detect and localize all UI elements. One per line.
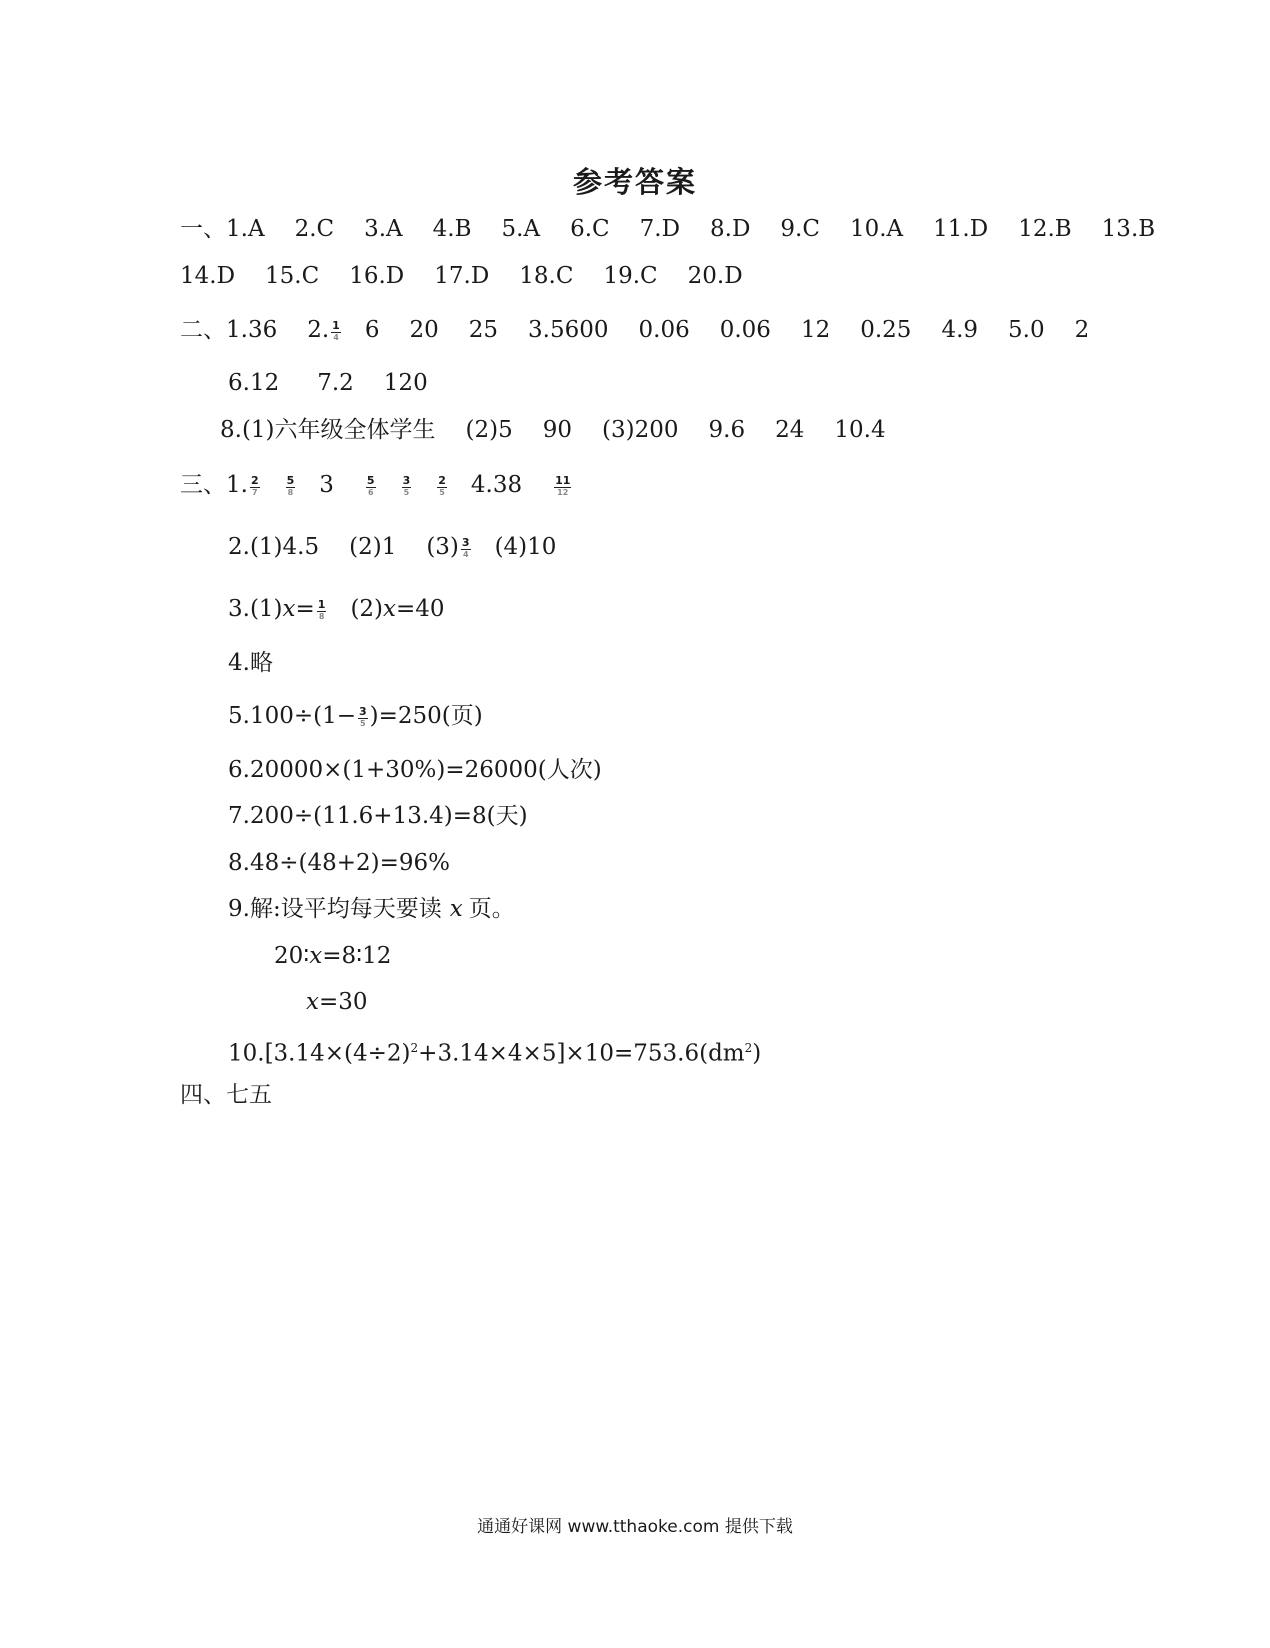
section1-row1	[180, 214, 1155, 244]
answer-item: 6	[364, 317, 380, 343]
section3-q9	[228, 894, 515, 924]
answer-item: 17.D	[434, 263, 490, 289]
answer-item: (2)1	[349, 534, 397, 560]
answer-item: 20	[409, 317, 439, 343]
variable-x: x	[306, 989, 319, 1015]
answer-item: 2.	[307, 317, 330, 343]
section1-row2	[180, 261, 743, 291]
superscript: 2	[744, 1041, 753, 1055]
answer-item: 13.B	[1101, 216, 1156, 242]
section3-q4: 4.略	[228, 650, 273, 676]
answer-item: 10.A	[849, 216, 904, 242]
answer-item: 9.C	[780, 216, 820, 242]
section3-q9-ratio	[274, 941, 391, 971]
answer-item: 15.C	[265, 263, 320, 289]
page-title: 参考答案	[572, 165, 697, 199]
fraction: $\frac{3}{4}$	[461, 536, 470, 559]
section3-q10	[228, 1033, 761, 1069]
answer-item: 0.25	[860, 317, 912, 343]
footer-credit: 通通好课网 www.tthaoke.com 提供下载	[477, 1517, 793, 1537]
section3-q8: 8.48÷(48+2)=96%	[228, 850, 450, 876]
answer-item: 0.06	[638, 317, 690, 343]
answer-item: 3.A	[364, 216, 403, 242]
section3-q2	[228, 532, 556, 562]
answer-item: 14.D	[180, 263, 236, 289]
section2-row1	[180, 315, 1089, 345]
answer-item: 12.B	[1018, 216, 1072, 242]
section2-row3	[220, 415, 886, 445]
variable-x: x	[282, 596, 296, 622]
variable-x: x	[309, 943, 323, 969]
answer-item: )=250(页)	[369, 703, 483, 729]
section3-q3	[228, 594, 445, 624]
answer-item: 10.[3.14×(4÷2)	[228, 1040, 411, 1067]
answer-item: =8∶12	[322, 943, 392, 969]
section3-q1	[180, 470, 573, 500]
answer-item: 25	[468, 317, 499, 343]
answer-item: (2)	[350, 596, 384, 622]
answer-item: =40	[396, 596, 445, 622]
section3-q9-result	[306, 987, 368, 1017]
answer-item: 3.(1)	[228, 596, 283, 622]
superscript: 2	[410, 1041, 419, 1055]
answer-item: 24	[775, 417, 805, 443]
answer-item: 7.D	[639, 216, 681, 242]
answer-item: 0.06	[719, 317, 771, 343]
answer-item: 二、1.36	[180, 317, 278, 343]
fraction: $\frac{1}{4}$	[332, 319, 340, 342]
section3-q7: 7.200÷(11.6+13.4)=8(天)	[228, 803, 528, 829]
answer-item: 2.C	[294, 216, 335, 242]
answer-item: =30	[318, 989, 368, 1015]
answer-item: 一、1.A	[180, 216, 265, 242]
answer-item: 6.12	[228, 370, 280, 396]
section3-q6: 6.20000×(1+30%)=26000(人次)	[228, 757, 602, 783]
answer-item: 6.C	[570, 216, 610, 242]
answer-item: (2)5	[465, 417, 513, 443]
fraction: $\frac{2}{7}$	[250, 474, 259, 497]
answer-item: 90	[542, 417, 573, 443]
answer-item: 9.6	[708, 417, 746, 443]
fraction: $\frac{3}{5}$	[402, 474, 411, 497]
answer-item: 8.D	[710, 216, 751, 242]
answer-item: 4.B	[432, 216, 472, 242]
answer-item: (4)10	[494, 534, 557, 560]
answer-item: 4.9	[941, 317, 979, 343]
answer-item: 9.解:设平均每天要读	[228, 896, 442, 922]
answer-item: 10.4	[834, 417, 886, 443]
answer-item: 4.38	[470, 472, 523, 498]
answer-item: 7.2	[317, 370, 354, 396]
fraction: $\frac{3}{5}$	[359, 705, 367, 728]
section3-q5	[228, 701, 483, 731]
answer-item: 12	[800, 317, 831, 343]
answer-item: 5.0	[1008, 317, 1045, 343]
answer-item: 3	[319, 472, 334, 498]
answer-item: 20∶	[274, 943, 310, 969]
answer-item: (3)	[426, 534, 459, 560]
answer-item: 16.D	[349, 263, 405, 289]
fraction: $\frac{1}{8}$	[317, 598, 326, 621]
section2-row2	[228, 368, 428, 398]
fraction: $\frac{2}{5}$	[438, 474, 446, 497]
answer-item: 8.(1)六年级全体学生	[220, 417, 436, 443]
answer-item: 5.100÷(1−	[228, 703, 356, 729]
answer-item: )	[752, 1040, 762, 1067]
variable-x: x	[449, 896, 463, 922]
answer-item: 三、1.	[180, 472, 248, 498]
answer-item: 5.A	[501, 216, 541, 242]
answer-item: +3.14×4×5]×10=753.6(dm	[418, 1040, 745, 1067]
equals-sign: =	[295, 596, 315, 622]
answer-item: 页。	[468, 896, 515, 922]
fraction: $\frac{5}{8}$	[286, 474, 295, 497]
answer-item: 19.C	[603, 263, 658, 289]
fraction: $\frac{11}{12}$	[555, 474, 571, 497]
answer-item: 2.(1)4.5	[228, 534, 320, 560]
answer-item: 2	[1074, 317, 1090, 343]
answer-item: 11.D	[933, 216, 989, 242]
variable-x: x	[383, 596, 397, 622]
answer-item: 18.C	[519, 263, 574, 289]
section4: 四、七五	[180, 1082, 272, 1108]
answer-item: 20.D	[687, 263, 743, 289]
answer-item: 120	[383, 370, 428, 396]
fraction: $\frac{5}{6}$	[366, 474, 375, 497]
answer-item: (3)200	[602, 417, 679, 443]
answer-item: 3.5600	[528, 317, 609, 343]
